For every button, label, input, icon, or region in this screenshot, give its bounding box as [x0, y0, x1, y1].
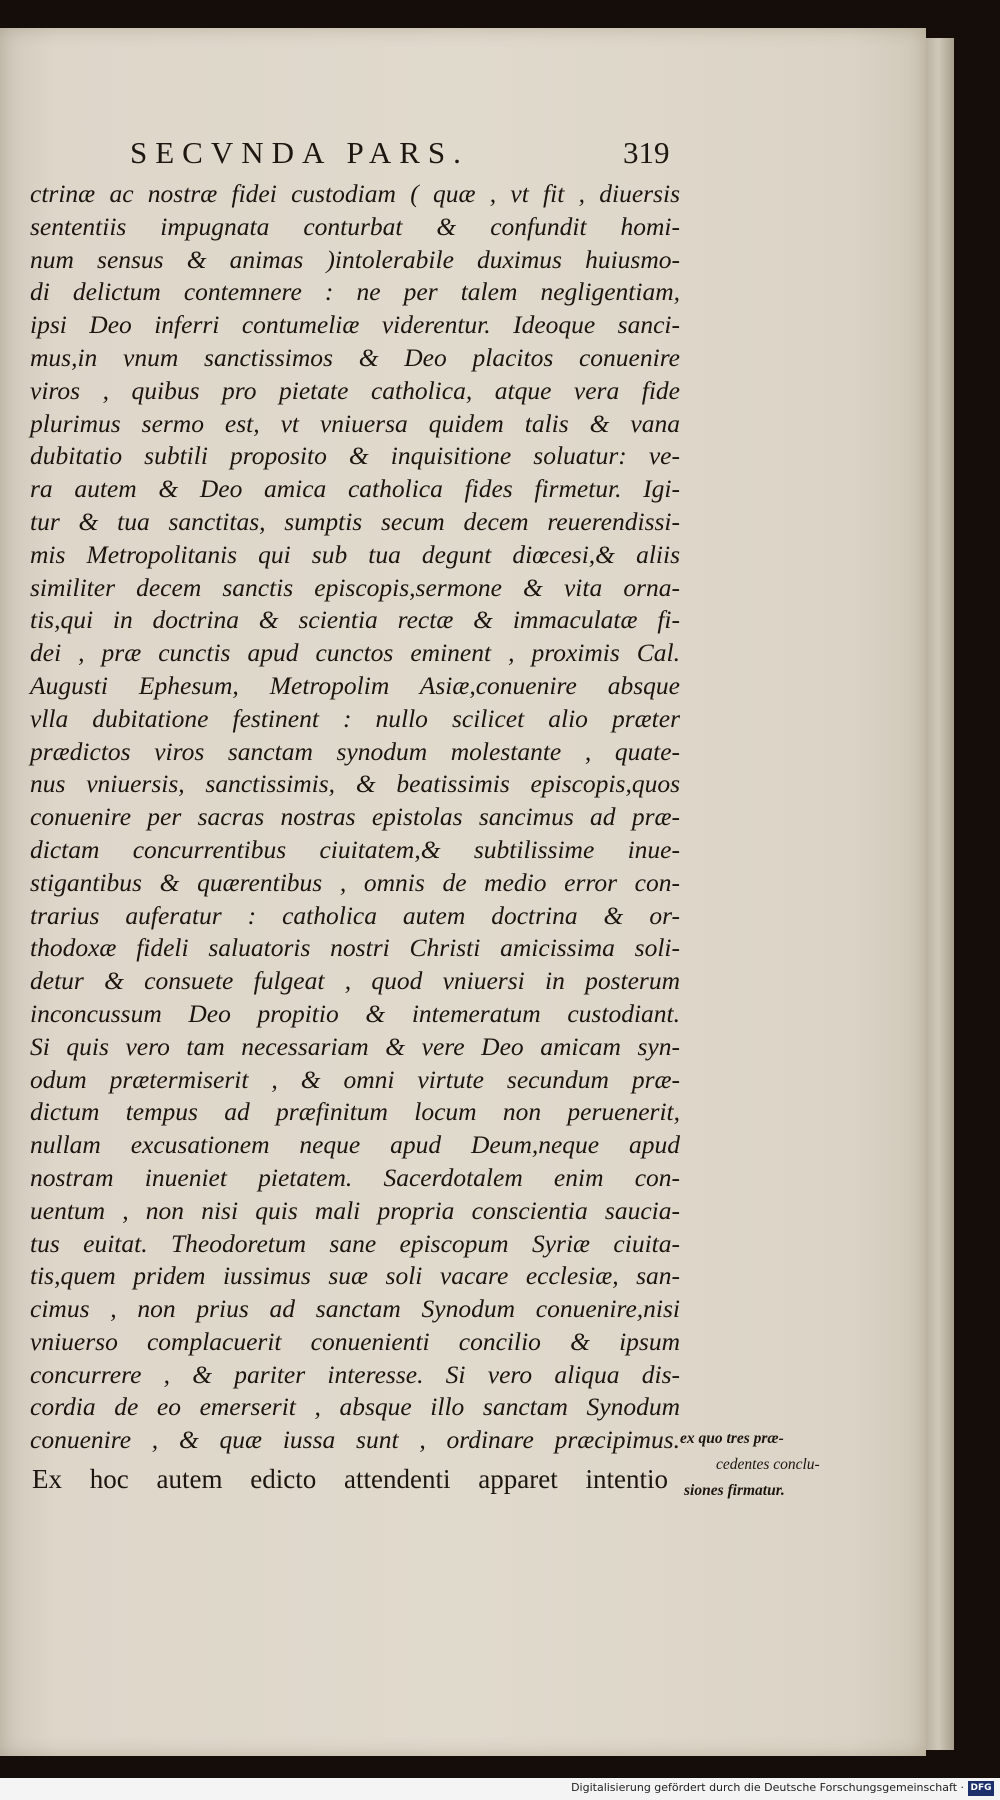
- dfg-logo-icon: DFG: [968, 1781, 994, 1796]
- text-line: dictum tempus ad præfinitum locum non peruenerit,: [30, 1097, 680, 1127]
- margin-note-line: siones firmatur.: [684, 1482, 785, 1499]
- text-line: cimus , non prius ad sanctam Synodum conuenire,nisi: [30, 1294, 680, 1324]
- text-line: prædictos viros sanctam synodum molestante , quate-: [30, 736, 680, 766]
- text-line: nus vniuersis, sanctissimis, & beatissimis episcopis,quos: [30, 769, 680, 799]
- page-edge: [926, 38, 954, 1750]
- closing-line: Ex hoc autem edicto attendenti apparet intentio: [32, 1464, 668, 1494]
- text-line: tus euitat. Theodoretum sane episcopum Syriæ ciuita-: [30, 1228, 680, 1258]
- running-header: SECVNDA PARS.: [130, 135, 469, 170]
- text-line: nullam excusationem neque apud Deum,neque apud: [30, 1130, 680, 1160]
- text-line: uentum , non nisi quis mali propria conscientia saucia-: [30, 1195, 680, 1225]
- text-line: conuenire per sacras nostras epistolas sancimus ad præ-: [30, 802, 680, 832]
- text-line: di delictum contemnere : ne per talem negligentiam,: [30, 277, 680, 307]
- text-line: Si quis vero tam necessariam & vere Deo amicam syn-: [30, 1031, 680, 1061]
- text-line: tur & tua sanctitas, sumptis secum decem reuerendissi-: [30, 506, 680, 536]
- text-line: ra autem & Deo amica catholica fides firmetur. Igi-: [30, 474, 680, 504]
- text-line: similiter decem sanctis episcopis,sermone & vita orna-: [30, 572, 680, 602]
- text-line: trarius auferatur : catholica autem doctrina & or-: [30, 900, 680, 930]
- text-line: dictam concurrentibus ciuitatem,& subtilissime inue-: [30, 834, 680, 864]
- text-line: num sensus & animas )intolerabile duximus huiusmo-: [30, 244, 680, 274]
- text-line: sententiis impugnata conturbat & confundit homi-: [30, 211, 680, 241]
- margin-note: [680, 1426, 835, 1504]
- text-line: viros , quibus pro pietate catholica, atque vera fide: [30, 375, 680, 405]
- text-line: ipsi Deo inferri contumeliæ viderentur. Ideoque sanci-: [30, 310, 680, 340]
- funding-credit: Digitalisierung gefördert durch die Deutsche Forschungsgemeinschaft ·: [571, 1781, 964, 1794]
- text-line: dubitatio subtili proposito & inquisitione soluatur: ve-: [30, 441, 680, 471]
- text-line: vlla dubitatione festinent : nullo scilicet alio præter: [30, 703, 680, 733]
- text-line: conuenire , & quæ iussa sunt , ordinare præcipimus.: [30, 1425, 680, 1455]
- text-line: concurrere , & pariter interesse. Si vero aliqua dis-: [30, 1359, 680, 1389]
- text-line: thodoxæ fideli saluatoris nostri Christi amicissima soli-: [30, 933, 680, 963]
- text-line: mis Metropolitanis qui sub tua degunt diœcesi,& aliis: [30, 539, 680, 569]
- margin-note-line: ex quo tres præ-: [680, 1430, 784, 1447]
- page-number: 319: [623, 135, 670, 170]
- text-line: tis,quem pridem iussimus suæ soli vacare ecclesiæ, san-: [30, 1261, 680, 1291]
- margin-note-line: cedentes conclu-: [716, 1456, 820, 1473]
- text-line: mus,in vnum sanctissimos & Deo placitos conuenire: [30, 342, 680, 372]
- text-line: cordia de eo emerserit , absque illo sanctam Synodum: [30, 1392, 680, 1422]
- text-line: stigantibus & quærentibus , omnis de medio error con-: [30, 867, 680, 897]
- text-line: odum prætermiserit , & omni virtute secundum præ-: [30, 1064, 680, 1094]
- text-line: plurimus sermo est, vt vniuersa quidem talis & vana: [30, 408, 680, 438]
- text-line: inconcussum Deo propitio & intemeratum custodiant.: [30, 998, 680, 1028]
- text-line: detur & consuete fulgeat , quod vniuersi in posterum: [30, 966, 680, 996]
- text-line: vniuerso complacuerit conuenienti concilio & ipsum: [30, 1326, 680, 1356]
- text-line: tis,qui in doctrina & scientia rectæ & immaculatæ fi-: [30, 605, 680, 635]
- text-line: nostram inueniet pietatem. Sacerdotalem enim con-: [30, 1162, 680, 1192]
- text-line: ctrinæ ac nostræ fidei custodiam ( quæ , vt fit , diuersis: [30, 179, 680, 208]
- text-line: dei , præ cunctis apud cunctos eminent , proximis Cal.: [30, 638, 680, 668]
- body-text: [30, 178, 680, 1457]
- text-line: Augusti Ephesum, Metropolim Asiæ,conuenire absque: [30, 670, 680, 700]
